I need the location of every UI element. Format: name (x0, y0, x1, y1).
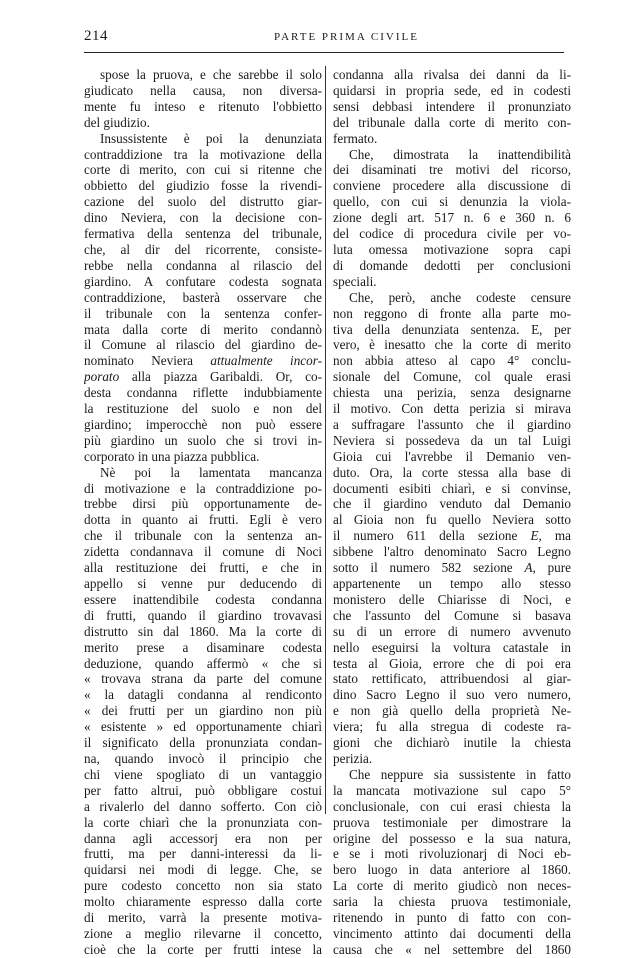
text-line: di frutti, quando il giardino trovavasi (84, 607, 322, 623)
text-line: chi viene spogliato di un vantaggio (84, 766, 322, 782)
text-line: perizia. (333, 750, 373, 766)
text-line: merito prese a disaminare codesta (84, 639, 322, 655)
text-line: la mancata motivazione sul capo 5° (333, 782, 571, 798)
header-rule (84, 52, 564, 53)
text-line: cioè che la corte per frutti intese la (84, 941, 322, 957)
text-line: distrutto sin dal 1860. Ma la corte di (84, 623, 322, 639)
text-line: corporato in una piazza pubblica. (84, 448, 260, 464)
text-line: del giudizio. (84, 114, 150, 130)
text-line: fermato. (333, 130, 378, 146)
text-line: sionale del Comune, col quale erasi (333, 369, 571, 385)
text-line: di domande dedotti per conclusioni (333, 257, 571, 273)
text-line: che, al dir del ricorrente, consiste- (84, 241, 322, 257)
text-line: monistero delle Chiarisse di Noci, e (333, 591, 571, 607)
text-line: dei disaminati tre motivi del ricorso, (333, 162, 571, 178)
text-line: origine del possesso e la sua natura, (333, 830, 571, 846)
text-line: il motivo. Con detta perizia si mirava (333, 401, 571, 417)
text-line: che il tribunale con la sentenza an- (84, 528, 322, 544)
text-line: molto chiaramente espresso dalla corte (84, 894, 322, 910)
text-line: di merito, varrà la presente motiva- (84, 910, 322, 926)
text-line: deduzione, quando affermò « che si (84, 655, 322, 671)
text-line: bero luogo in data anteriore al 1860. (333, 862, 571, 878)
text-line: più giardino un suolo che si trovi in- (84, 432, 322, 448)
text-line: duto. Ora, la corte stessa alla base di (333, 464, 571, 480)
column-divider (325, 66, 326, 814)
text-line: Che neppure sia sussistente in fatto (349, 766, 571, 782)
text-line: sibbene l'altro denominato Sacro Legno (333, 544, 571, 560)
text-line: pure codesto concetto non sia stato (84, 878, 322, 894)
text-line: documenti esibiti chiarì, e si convinse, (333, 480, 571, 496)
text-line: testa al Gioia, errore che di poi era (333, 655, 571, 671)
text-line: sotto il numero 582 sezione A, pure (333, 560, 571, 576)
text-line: per fatto altrui, può obbligare costui (84, 782, 322, 798)
text-line: mente fu inteso e ritenuto l'obbietto (84, 98, 322, 114)
text-line: desta condanna riflette indubbiamente (84, 385, 322, 401)
text-line: giardino. A confutare codesta sognata (84, 273, 322, 289)
text-line: la corte chiarì che la pronunziata con- (84, 814, 322, 830)
text-line: « trovava strana da parte del comune (84, 671, 322, 687)
text-line: il significato della pronunziata condan- (84, 735, 322, 751)
text-line: giardino; imperocchè non può essere (84, 416, 322, 432)
text-line: speciali. (333, 273, 377, 289)
text-line: conviene procedere alla discussione di (333, 178, 571, 194)
text-line: non reggono di fronte alla parte mo- (333, 305, 571, 321)
text-line: il Comune al rilascio del giardino de- (84, 337, 322, 353)
text-line: fermativa della sentenza del tribunale, (84, 226, 322, 242)
text-line: viera; fu alla stregua di codeste ra- (333, 719, 571, 735)
text-line: appello si venne pur deducendo di (84, 576, 322, 591)
text-line: di motivazione e la contraddizione po- (84, 480, 322, 496)
text-line: su di un errore di numero avvenuto (333, 623, 571, 639)
right-column (333, 67, 571, 958)
text-line: Neviera si possedeva da un tal Luigi (333, 432, 571, 448)
text-line: giudicato nella causa, non diversa- (84, 82, 322, 98)
text-line: al Gioia non fu quello Neviera sotto (333, 512, 571, 528)
text-line: il tribunale con la sentenza confer- (84, 305, 322, 321)
text-line: Nè poi la lamentata mancanza (100, 464, 322, 480)
text-line: luta omessa motivazione sopra capi (333, 241, 571, 257)
text-line: che l'assunto del Comune si basava (333, 607, 571, 623)
text-line: alla restituzione dei frutti, e che in (84, 560, 322, 576)
text-line: quello, con cui si denunzia la viola- (333, 194, 571, 210)
text-line: zidetta condannava il comune di Noci (84, 544, 322, 560)
text-line: mata dalla corte di merito condannò (84, 321, 322, 337)
text-line: appartenente un tempo allo stesso (333, 576, 571, 591)
text-line: gioni che dichiarò inutile la chiesta (333, 735, 571, 751)
text-line: « esistente » ed opportunamente chiarì (84, 719, 322, 735)
text-line: spose la pruova, e che sarebbe il solo (100, 67, 322, 82)
text-line: frutti, ma per danni-interessi da li- (84, 846, 322, 862)
text-line: che il giardino venduto dal Demanio (333, 496, 571, 512)
text-line: contraddizione tra la motivazione della (84, 146, 322, 162)
text-line: « dei frutti per un giardino non più (84, 703, 322, 719)
text-line: Gioia cui l'avrebbe il Demanio ven- (333, 448, 571, 464)
text-line: cazione del suolo del distrutto giar- (84, 194, 322, 210)
text-line: la restituzione del suolo e non del (84, 401, 322, 417)
text-line: pruova testimoniale per dimostrare la (333, 814, 571, 830)
text-line: e se i moti rivoluzionarj di Noci eb- (333, 846, 571, 862)
text-line: « la datagli condanna al rendiconto (84, 687, 322, 703)
text-line: del codice di procedura civile per vo- (333, 226, 571, 242)
text-line: vero, è inesatto che la corte di merito (333, 337, 571, 353)
page-number: 214 (84, 28, 108, 44)
text-line: obbietto del giudizio fosse la rivendi- (84, 178, 322, 194)
text-line: saria la chiesta pruova testimoniale, (333, 894, 571, 910)
text-line: del tribunale dalla corte di merito con- (333, 114, 571, 130)
text-line: Che, però, anche codeste censure (349, 289, 571, 305)
text-line: na, quando invocò il principio che (84, 750, 322, 766)
text-line: porato alla piazza Garibaldi. Or, co- (84, 369, 322, 385)
text-line: e non già quello della proprietà Ne- (333, 703, 571, 719)
text-line: il numero 611 della sezione E, ma (333, 528, 571, 544)
text-line: dino Sacro Legno il suo vero numero, (333, 687, 571, 703)
text-line: nominato Neviera attualmente incor- (84, 353, 322, 369)
text-line: essere inattendibile codesta condanna (84, 591, 322, 607)
text-line: nello eseguirsi la voltura catastale in (333, 639, 571, 655)
text-line: zione a meglio rilevarne il concetto, (84, 925, 322, 941)
text-line: stato rettificato, attribuendosi al giar- (333, 671, 571, 687)
text-line: corte di merito, con cui si ritenne che (84, 162, 322, 178)
text-line: condanna alla rivalsa dei danni da li- (333, 67, 571, 82)
left-column (84, 67, 322, 958)
text-line: a suffragare l'assunto che il giardino (333, 416, 571, 432)
text-line: chiesta una perizia, senza designarne (333, 385, 571, 401)
text-line: a rivalerlo del danno sofferto. Con ciò (84, 798, 322, 814)
text-line: dotta in quanto ai frutti. Egli è vero (84, 512, 322, 528)
text-line: non abbia atteso al capo 4° conclu- (333, 353, 571, 369)
text-line: Che, dimostrata la inattendibilità (349, 146, 571, 162)
text-line: ritenendo in punto di fatto con con- (333, 910, 571, 926)
running-head: PARTE PRIMA CIVILE (274, 31, 419, 43)
text-line: quidarsi in propria sede, ed in codesti (333, 82, 571, 98)
text-line: tiva della denunziata sentenza. E, per (333, 321, 571, 337)
text-line: danna agli accessorj era non per (84, 830, 322, 846)
page-header (84, 28, 564, 50)
text-line: La corte di merito giudicò non neces- (333, 878, 571, 894)
text-line: Insussistente è poi la denunziata (100, 130, 322, 146)
text-line: conclusionale, con cui erasi chiesta la (333, 798, 571, 814)
text-line: quidarsi nei modi di legge. Che, se (84, 862, 322, 878)
text-line: sensi debbasi intendere il pronunziato (333, 98, 571, 114)
text-line: contraddizione, basterà osservare che (84, 289, 322, 305)
text-line: dino Neviera, con la decisione con- (84, 210, 322, 226)
text-line: zione degli art. 517 n. 6 e 360 n. 6 (333, 210, 571, 226)
text-line: vincimento attinto dai documenti della (333, 925, 571, 941)
text-line: causa che « nel settembre del 1860 (333, 941, 571, 957)
text-line: rebbe nella condanna al rilascio del (84, 257, 322, 273)
text-line: trebbe dirsi più opportunamente de- (84, 496, 322, 512)
